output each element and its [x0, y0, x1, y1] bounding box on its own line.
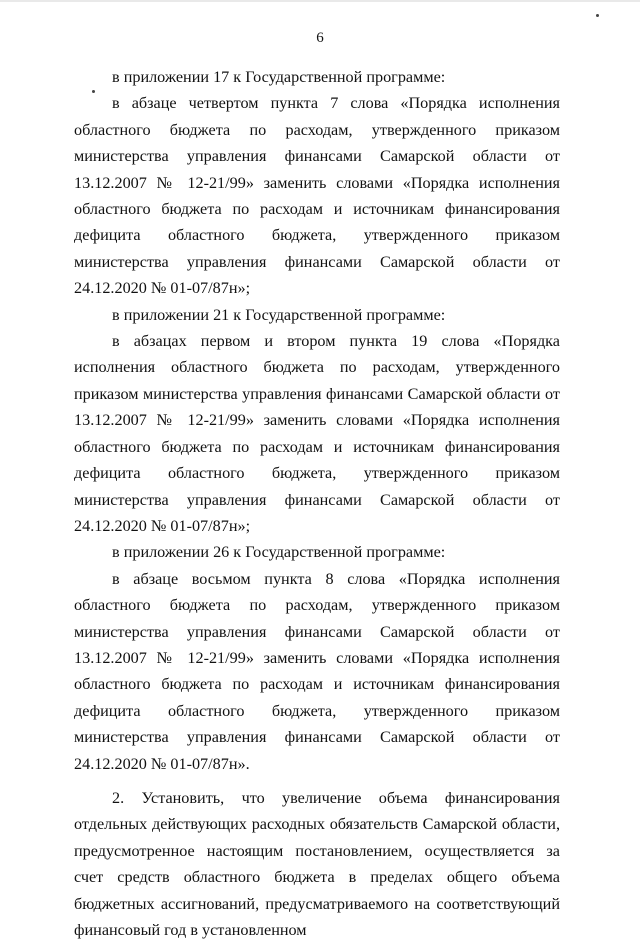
page-number: 6: [316, 30, 324, 46]
paragraph-appendix-21-amendment: в абзацах первом и втором пункта 19 слова «Порядка исполнения областного бюджета по расходам, утвержденного приказом министерства управления финансами Самарской области от 13.12.2007 № 12-21/99» заменить словами «Порядка исполнения областного бюджета по расходам и источникам финансирования дефицита областного бюджета, утвержденного приказом министерства управления финансами Самарской области от 24.12.2020 № 01-07/87н»;: [74, 332, 560, 535]
paragraph-appendix-17-amendment: в абзаце четвертом пункта 7 слова «Порядка исполнения областного бюджета по расходам, утвержденного приказом министерства управления финансами Самарской области от 13.12.2007 № 12-21/99» заменить словами «Порядка исполнения областного бюджета по расходам и источникам финансирования дефицита областного бюджета, утвержденного приказом министерства управления финансами Самарской области от 24.12.2020 № 01-07/87н»;: [74, 94, 560, 298]
paragraph-appendix-17: в приложении 17 к Государственной программе:: [112, 68, 446, 86]
paragraph-clause-2: 2. Установить, что увеличение объема финансирования отдельных действующих расходных обязательств Самарской области, предусмотренное настоящим постановлением, осуществляется за счет средств областного бюджета в пределах общего объема бюджетных ассигнований, предусматриваемого на соответствующий финансовый год в установленном: [74, 788, 560, 939]
paragraph-appendix-26-amendment: в абзаце восьмом пункта 8 слова «Порядка исполнения областного бюджета по расходам, утвержденного приказом министерства управления финансами Самарской области от 13.12.2007 № 12-21/99» заменить словами «Порядка исполнения областного бюджета по расходам и источникам финансирования дефицита областного бюджета, утвержденного приказом министерства управления финансами Самарской области от 24.12.2020 № 01-07/87н».: [74, 569, 560, 773]
scan-top-edge: [0, 0, 640, 2]
paragraph-appendix-26: в приложении 26 к Государственной программе:: [112, 543, 446, 562]
document-body: [74, 64, 560, 943]
paragraph-appendix-21: в приложении 21 к Государственной программе:: [112, 305, 446, 324]
scan-speck: [596, 14, 599, 17]
